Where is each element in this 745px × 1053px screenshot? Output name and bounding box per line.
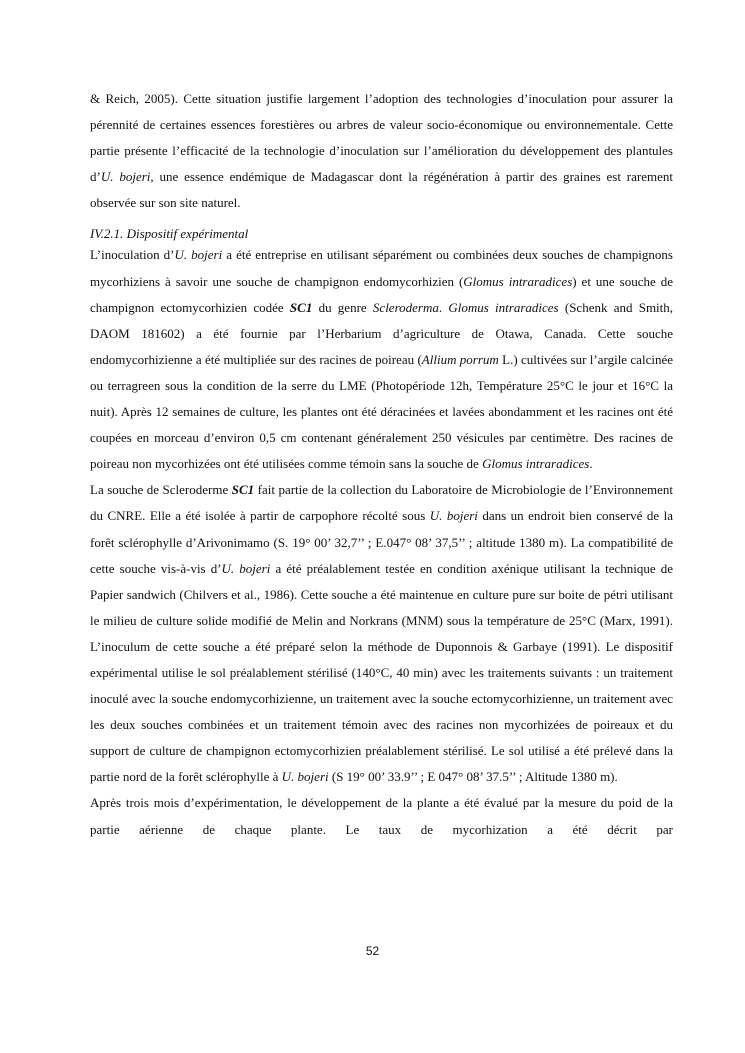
text-run: (S 19° 00’ 33.9’’ ; E 047° 08’ 37.5’’ ; Altitude 1380 m).: [328, 769, 618, 785]
text-run: a été entreprise en utilisant séparément ou combinées deux souches de champignons mycorhiziens à savoir une souche de champignon endomycorhizien (: [90, 247, 673, 289]
text-run: L.) cultivées sur l’argile calcinée ou terragreen sous la condition de la serre du LME (Photopériode 12h, Température 25°C le jour et 16°C la nuit). Après 12 semaines de culture, les plantes ont été déracinées et lavées abondamment et les racines ont été coupées en morceau d’environ 0,5 cm contenant généralement 250 vésicules par centimètre. Des racines de poireau non mycorhizées ont été utilisées comme témoin sans la souche de: [90, 351, 673, 472]
italic-text-run: SC1: [289, 299, 313, 315]
paragraph-inoculation: [90, 242, 673, 477]
italic-text-run: U. bojeri: [174, 247, 223, 263]
text-run: a été préalablement testée en condition axénique utilisant la technique de Papier sandwich (Chilvers et al., 1986). Cette souche a été maintenue en culture pure sur boite de pétri utilisant le milieu de culture solide modifié de Melin and Norkrans (MNM) sous la température de 25°C (Marx, 1991). L’inoculum de cette souche a été préparé selon la méthode de Duponnois & Garbaye (1991). Le dispositif expérimental utilise le sol préalablement stérilisé (140°C, 40 min) avec les traitements suivants : un traitement inoculé avec la souche endomycorhizienne, un traitement avec la souche ectomycorhizienne, un traitement avec les deux souches combinées et un traitement témoin avec des racines non mycorhizées de poireaux et du support de culture de champignon ectomycorhizien préalablement stérilisé. Le sol utilisé a été prélevé dans la partie nord de la forêt sclérophylle à: [90, 560, 673, 785]
text-run: , une essence endémique de Madagascar dont la régénération à partir des graines est rarement observée sur son site naturel.: [90, 169, 673, 211]
italic-text-run: U. bojeri: [221, 560, 271, 576]
paragraph-intro-continuation: [90, 86, 673, 216]
text-run: (Schenk and Smith, DAOM 181602) a été fournie par l’Herbarium d’agriculture de Otawa, Canada. Cette souche endomycorhizienne a été multipliée sur des racines de poireau (: [90, 299, 674, 367]
paragraph-scleroderma-strain: [90, 477, 673, 790]
section-heading: IV.2.1. Dispositif expérimental: [90, 226, 249, 242]
text-run: L’inoculation d’: [90, 247, 175, 263]
paragraph-evaluation: [90, 790, 673, 842]
italic-text-run: Allium porrum: [421, 351, 499, 367]
text-run: .: [438, 299, 449, 315]
text-run: dans un endroit bien conservé de la forêt sclérophylle d’Arivonimamo (S. 19° 00’ 32,7’’ ; E.047° 08’ 37,5’’ ; altitude 1380 m). La compatibilité de cette souche vis-à-vis d’: [90, 508, 673, 576]
text-run: La souche de Scleroderme: [90, 482, 232, 498]
text-run: fait partie de la collection du Laboratoire de Microbiologie de l’Environnement du CNRE. Elle a été isolée à partir de carpophore récolté sous: [90, 482, 673, 524]
text-run: ) et une souche de champignon ectomycorhizien codée: [90, 273, 673, 315]
paragraph-spacer: [90, 216, 673, 225]
italic-text-run: SC1: [231, 482, 255, 498]
italic-text-run: Glomus intraradices: [482, 456, 590, 472]
italic-text-run: U. bojeri: [281, 769, 329, 785]
text-run: .: [589, 456, 593, 472]
text-run: & Reich, 2005). Cette situation justifie largement l’adoption des technologies d’inoculation pour assurer la pérennité de certaines essences forestières ou arbres de valeur socio-économique ou environnementale. Cette partie présente l’efficacité de la technologie d’inoculation sur l’amélioration du développement des plantules d’: [90, 91, 673, 185]
italic-text-run: Glomus intraradices: [463, 273, 573, 289]
italic-text-run: U. bojeri: [429, 508, 478, 524]
page-number: 52: [365, 944, 380, 958]
italic-text-run: Glomus intraradices: [448, 299, 559, 315]
text-run: Après trois mois d’expérimentation, le développement de la plante a été évalué par la mesure du poid de la partie aérienne de chaque plante. Le taux de mycorhization a été décrit par: [90, 795, 673, 837]
document-page: [90, 86, 673, 843]
italic-text-run: U. bojeri: [100, 169, 151, 185]
italic-text-run: Scleroderma: [372, 299, 439, 315]
text-run: du genre: [312, 299, 373, 315]
